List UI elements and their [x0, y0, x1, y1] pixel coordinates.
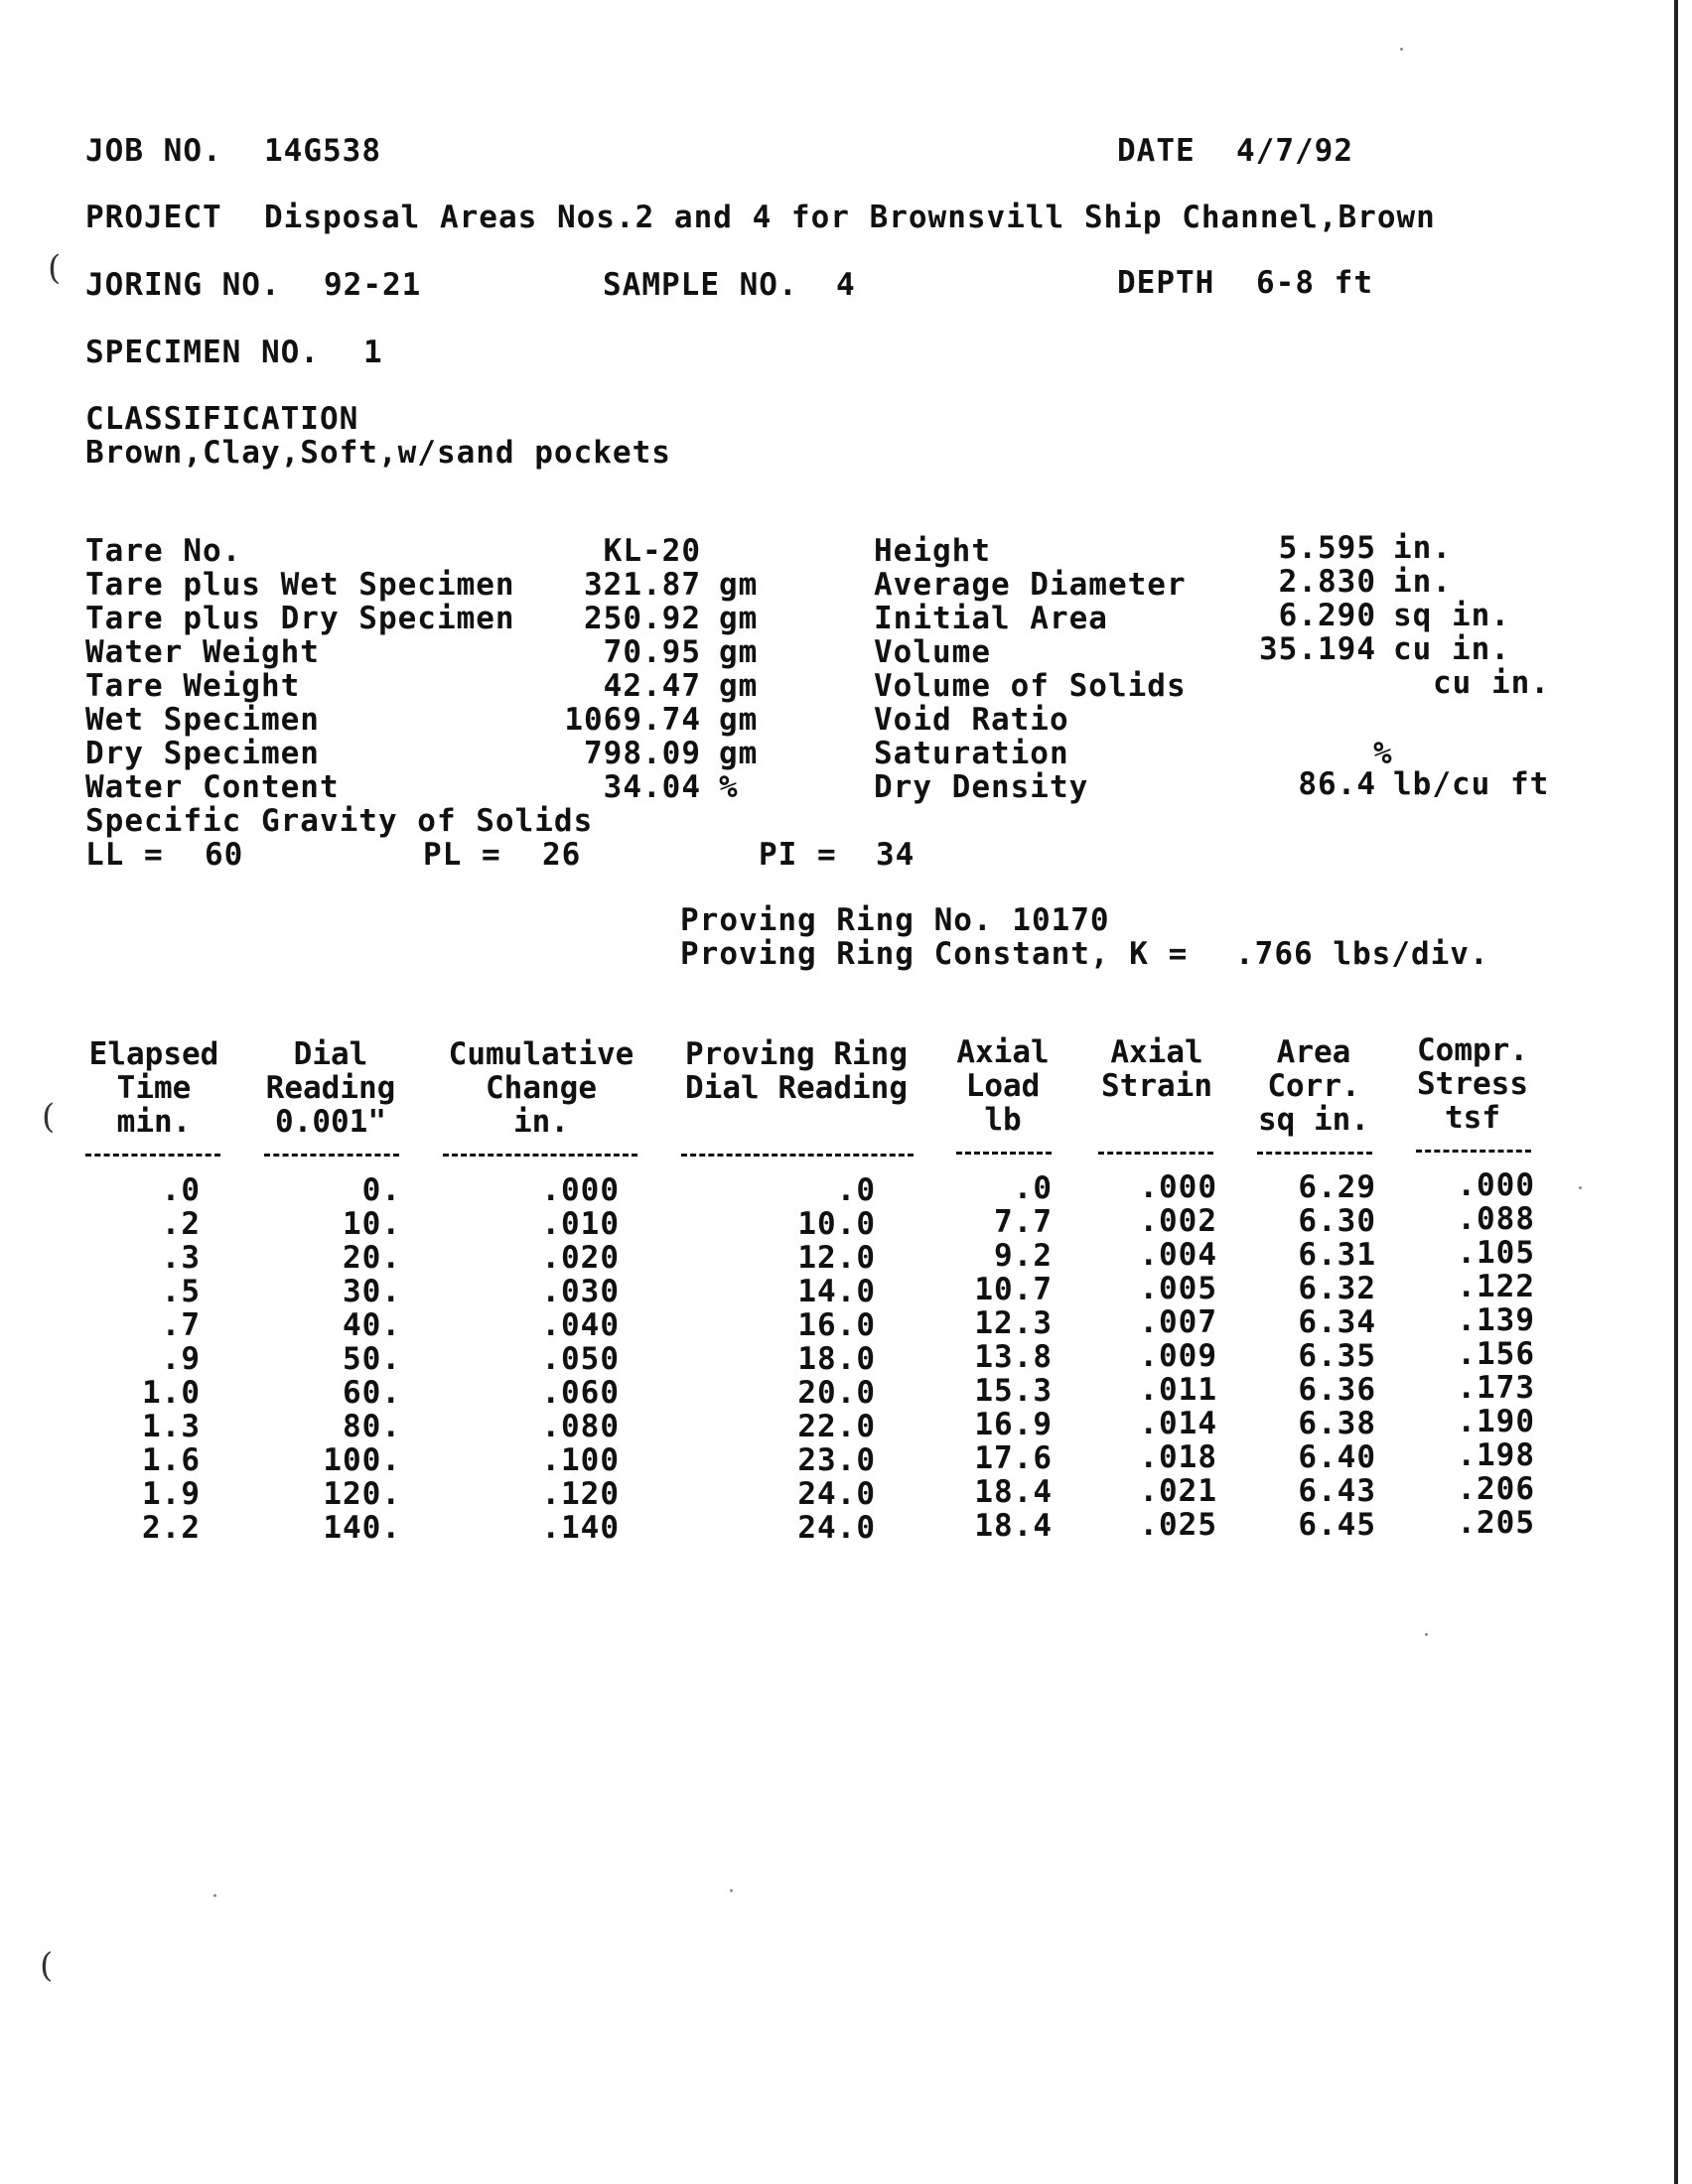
proving-ring-dial-cell: 10.0 — [797, 1206, 876, 1242]
elapsed-time-cell: .9 — [161, 1341, 201, 1377]
prop-label: Initial Area — [874, 601, 1108, 636]
axial-load-cell: 16.9 — [974, 1407, 1053, 1442]
header-rule — [85, 1154, 220, 1157]
axial-load-cell: 12.3 — [974, 1305, 1053, 1341]
prop-label: Tare No. — [85, 533, 242, 569]
area-corr-cell: 6.30 — [1298, 1203, 1376, 1239]
prop-value: 86.4 — [1298, 766, 1376, 802]
axial-strain-cell: .009 — [1139, 1338, 1217, 1374]
dial-reading-cell: 0. — [361, 1172, 401, 1208]
proving-ring-dial-cell: 14.0 — [797, 1274, 876, 1309]
cumulative-change-cell: .050 — [541, 1341, 620, 1377]
binding-hole-mark: ( — [40, 1946, 54, 1985]
compr-stress-cell: .088 — [1457, 1201, 1535, 1237]
prop-label: Tare plus Wet Specimen — [85, 567, 515, 603]
project-value: Disposal Areas Nos.2 and 4 for Brownsvill Ship Channel,Brown — [264, 200, 1436, 235]
area-corr-cell: 6.45 — [1298, 1507, 1376, 1543]
depth-value: 6-8 ft — [1256, 265, 1373, 301]
proving-ring-constant-label: Proving Ring Constant, K = — [680, 936, 1189, 972]
dial-reading-cell: 60. — [343, 1375, 401, 1411]
elapsed-time-cell: 2.2 — [142, 1510, 201, 1546]
dial-reading-cell: 120. — [323, 1476, 401, 1512]
area-corr-cell: 6.35 — [1298, 1338, 1376, 1374]
specimen-no-value: 1 — [363, 335, 383, 370]
area-corr-cell: 6.43 — [1298, 1473, 1376, 1509]
col-header-axial-load: Axial Load lb — [956, 1034, 1050, 1138]
area-corr-cell: 6.29 — [1298, 1169, 1376, 1205]
proving-ring-dial-cell: 23.0 — [797, 1442, 876, 1478]
specimen-no-label: SPECIMEN NO. — [85, 335, 320, 370]
job-no-label: JOB NO. — [85, 133, 222, 169]
elapsed-time-cell: 1.3 — [142, 1409, 201, 1444]
dial-reading-cell: 30. — [343, 1274, 401, 1309]
prop-unit: cu in. — [1393, 631, 1510, 667]
prop-label: Specific Gravity of Solids — [85, 803, 594, 839]
scan-speck — [213, 1894, 216, 1897]
col-header-elapsed-time: Elapsed Time min. — [88, 1036, 219, 1140]
scan-speck — [730, 1889, 733, 1892]
col-header-proving-ring-dial: Proving Ring Dial Reading — [685, 1036, 908, 1106]
prop-value: KL-20 — [603, 533, 701, 569]
prop-label: Saturation — [874, 736, 1069, 771]
header-rule — [443, 1154, 637, 1157]
header-rule — [681, 1154, 914, 1157]
area-corr-cell: 6.32 — [1298, 1271, 1376, 1306]
prop-unit: % — [719, 769, 739, 805]
cumulative-change-cell: .020 — [541, 1240, 620, 1276]
col-header-cumulative-change: Cumulative Change in. — [448, 1036, 634, 1140]
axial-strain-cell: .014 — [1139, 1406, 1217, 1441]
prop-unit: gm — [719, 702, 759, 738]
elapsed-time-cell: 1.6 — [142, 1442, 201, 1478]
area-corr-cell: 6.34 — [1298, 1304, 1376, 1340]
proving-ring-dial-cell: 24.0 — [797, 1510, 876, 1546]
prop-label: Tare plus Dry Specimen — [85, 601, 515, 636]
prop-value: 321.87 — [584, 567, 701, 603]
proving-ring-number: Proving Ring No. 10170 — [680, 902, 1110, 938]
binding-hole-mark: ( — [48, 248, 62, 288]
prop-unit: sq in. — [1393, 598, 1510, 633]
depth-label: DEPTH — [1117, 265, 1215, 301]
prop-unit: in. — [1393, 564, 1452, 600]
col-header-axial-strain: Axial Strain — [1101, 1034, 1212, 1104]
dial-reading-cell: 20. — [343, 1240, 401, 1276]
compr-stress-cell: .122 — [1457, 1269, 1535, 1304]
prop-value: 798.09 — [584, 736, 701, 771]
prop-label: Height — [874, 533, 991, 569]
dial-reading-cell: 100. — [323, 1442, 401, 1478]
prop-label: Dry Density — [874, 769, 1089, 805]
pl-label: PL = — [423, 837, 501, 873]
axial-strain-cell: .021 — [1139, 1473, 1217, 1509]
header-rule — [956, 1152, 1052, 1155]
compr-stress-cell: .105 — [1457, 1235, 1535, 1271]
area-corr-cell: 6.31 — [1298, 1237, 1376, 1273]
axial-load-cell: 13.8 — [974, 1339, 1053, 1375]
cumulative-change-cell: .100 — [541, 1442, 620, 1478]
binding-hole-mark: ( — [42, 1097, 56, 1137]
axial-load-cell: 9.2 — [994, 1238, 1053, 1274]
dial-reading-cell: 80. — [343, 1409, 401, 1444]
col-header-area-corr: Area Corr. sq in. — [1258, 1034, 1369, 1138]
scan-speck — [1579, 1186, 1582, 1189]
prop-unit: in. — [1393, 530, 1452, 566]
axial-load-cell: .0 — [1013, 1170, 1053, 1206]
prop-label: Void Ratio — [874, 702, 1069, 738]
prop-value: 1069.74 — [564, 702, 701, 738]
pl-value: 26 — [542, 837, 582, 873]
compr-stress-cell: .156 — [1457, 1336, 1535, 1372]
proving-ring-dial-cell: 12.0 — [797, 1240, 876, 1276]
ll-value: 60 — [205, 837, 244, 873]
prop-label: Water Content — [85, 769, 340, 805]
prop-value: 250.92 — [584, 601, 701, 636]
elapsed-time-cell: .3 — [161, 1240, 201, 1276]
prop-value: 35.194 — [1259, 631, 1376, 667]
cumulative-change-cell: .080 — [541, 1409, 620, 1444]
elapsed-time-cell: .5 — [161, 1274, 201, 1309]
cumulative-change-cell: .010 — [541, 1206, 620, 1242]
prop-unit: cu in. — [1433, 665, 1550, 701]
compr-stress-cell: .206 — [1457, 1471, 1535, 1507]
axial-strain-cell: .025 — [1139, 1507, 1217, 1543]
prop-label: Tare Weight — [85, 668, 301, 704]
prop-unit: gm — [719, 634, 759, 670]
cumulative-change-cell: .030 — [541, 1274, 620, 1309]
prop-unit: gm — [719, 736, 759, 771]
compr-stress-cell: .000 — [1457, 1167, 1535, 1203]
prop-value: 2.830 — [1278, 564, 1376, 600]
prop-unit: gm — [719, 668, 759, 704]
prop-unit: gm — [719, 601, 759, 636]
dial-reading-cell: 50. — [343, 1341, 401, 1377]
axial-strain-cell: .011 — [1139, 1372, 1217, 1408]
boring-no-label: JORING NO. — [85, 267, 281, 303]
elapsed-time-cell: 1.9 — [142, 1476, 201, 1512]
compr-stress-cell: .173 — [1457, 1370, 1535, 1406]
sample-no-value: 4 — [836, 267, 856, 303]
cumulative-change-cell: .000 — [541, 1172, 620, 1208]
prop-value: 5.595 — [1278, 530, 1376, 566]
date-label: DATE — [1117, 133, 1196, 169]
ll-label: LL = — [85, 837, 164, 873]
proving-ring-constant-value: .766 lbs/div. — [1235, 936, 1489, 972]
proving-ring-dial-cell: 24.0 — [797, 1476, 876, 1512]
prop-label: Volume — [874, 634, 991, 670]
axial-strain-cell: .000 — [1139, 1169, 1217, 1205]
prop-unit: lb/cu ft — [1393, 766, 1550, 802]
job-no-value: 14G538 — [264, 133, 381, 169]
scan-speck — [1425, 1633, 1428, 1636]
axial-load-cell: 10.7 — [974, 1272, 1053, 1307]
header-rule — [264, 1154, 399, 1157]
date-value: 4/7/92 — [1236, 133, 1353, 169]
compr-stress-cell: .190 — [1457, 1404, 1535, 1439]
area-corr-cell: 6.38 — [1298, 1406, 1376, 1441]
sample-no-label: SAMPLE NO. — [603, 267, 798, 303]
proving-ring-dial-cell: 16.0 — [797, 1307, 876, 1343]
proving-ring-dial-cell: .0 — [836, 1172, 876, 1208]
col-header-dial-reading: Dial Reading 0.001" — [265, 1036, 396, 1140]
area-corr-cell: 6.40 — [1298, 1439, 1376, 1475]
cumulative-change-cell: .140 — [541, 1510, 620, 1546]
classification-value: Brown,Clay,Soft,w/sand pockets — [85, 435, 671, 471]
proving-ring-dial-cell: 20.0 — [797, 1375, 876, 1411]
prop-label: Dry Specimen — [85, 736, 320, 771]
header-rule — [1416, 1150, 1531, 1153]
prop-value: 34.04 — [603, 769, 701, 805]
axial-load-cell: 18.4 — [974, 1508, 1053, 1544]
cumulative-change-cell: .060 — [541, 1375, 620, 1411]
compr-stress-cell: .205 — [1457, 1505, 1535, 1541]
pi-label: PI = — [759, 837, 837, 873]
dial-reading-cell: 140. — [323, 1510, 401, 1546]
axial-strain-cell: .018 — [1139, 1439, 1217, 1475]
project-label: PROJECT — [85, 200, 222, 235]
page-edge-shadow — [1674, 0, 1678, 2184]
prop-unit: % — [1373, 736, 1393, 771]
dial-reading-cell: 10. — [343, 1206, 401, 1242]
prop-label: Volume of Solids — [874, 668, 1187, 704]
compr-stress-cell: .139 — [1457, 1302, 1535, 1338]
axial-load-cell: 17.6 — [974, 1440, 1053, 1476]
prop-unit: gm — [719, 567, 759, 603]
header-rule — [1098, 1152, 1213, 1155]
pi-value: 34 — [876, 837, 916, 873]
prop-value: 6.290 — [1278, 598, 1376, 633]
prop-label: Water Weight — [85, 634, 320, 670]
compr-stress-cell: .198 — [1457, 1437, 1535, 1473]
axial-strain-cell: .005 — [1139, 1271, 1217, 1306]
classification-label: CLASSIFICATION — [85, 401, 359, 437]
proving-ring-dial-cell: 22.0 — [797, 1409, 876, 1444]
header-rule — [1257, 1152, 1372, 1155]
elapsed-time-cell: 1.0 — [142, 1375, 201, 1411]
axial-strain-cell: .007 — [1139, 1304, 1217, 1340]
axial-load-cell: 7.7 — [994, 1204, 1053, 1240]
elapsed-time-cell: .2 — [161, 1206, 201, 1242]
prop-label: Average Diameter — [874, 567, 1187, 603]
prop-value: 70.95 — [603, 634, 701, 670]
axial-load-cell: 18.4 — [974, 1474, 1053, 1510]
prop-label: Wet Specimen — [85, 702, 320, 738]
area-corr-cell: 6.36 — [1298, 1372, 1376, 1408]
proving-ring-dial-cell: 18.0 — [797, 1341, 876, 1377]
dial-reading-cell: 40. — [343, 1307, 401, 1343]
axial-load-cell: 15.3 — [974, 1373, 1053, 1409]
scan-speck — [1400, 48, 1403, 51]
elapsed-time-cell: .7 — [161, 1307, 201, 1343]
axial-strain-cell: .004 — [1139, 1237, 1217, 1273]
boring-no-value: 92-21 — [324, 267, 422, 303]
cumulative-change-cell: .040 — [541, 1307, 620, 1343]
elapsed-time-cell: .0 — [161, 1172, 201, 1208]
cumulative-change-cell: .120 — [541, 1476, 620, 1512]
col-header-compr-stress: Compr. Stress tsf — [1417, 1032, 1528, 1136]
prop-value: 42.47 — [603, 668, 701, 704]
axial-strain-cell: .002 — [1139, 1203, 1217, 1239]
